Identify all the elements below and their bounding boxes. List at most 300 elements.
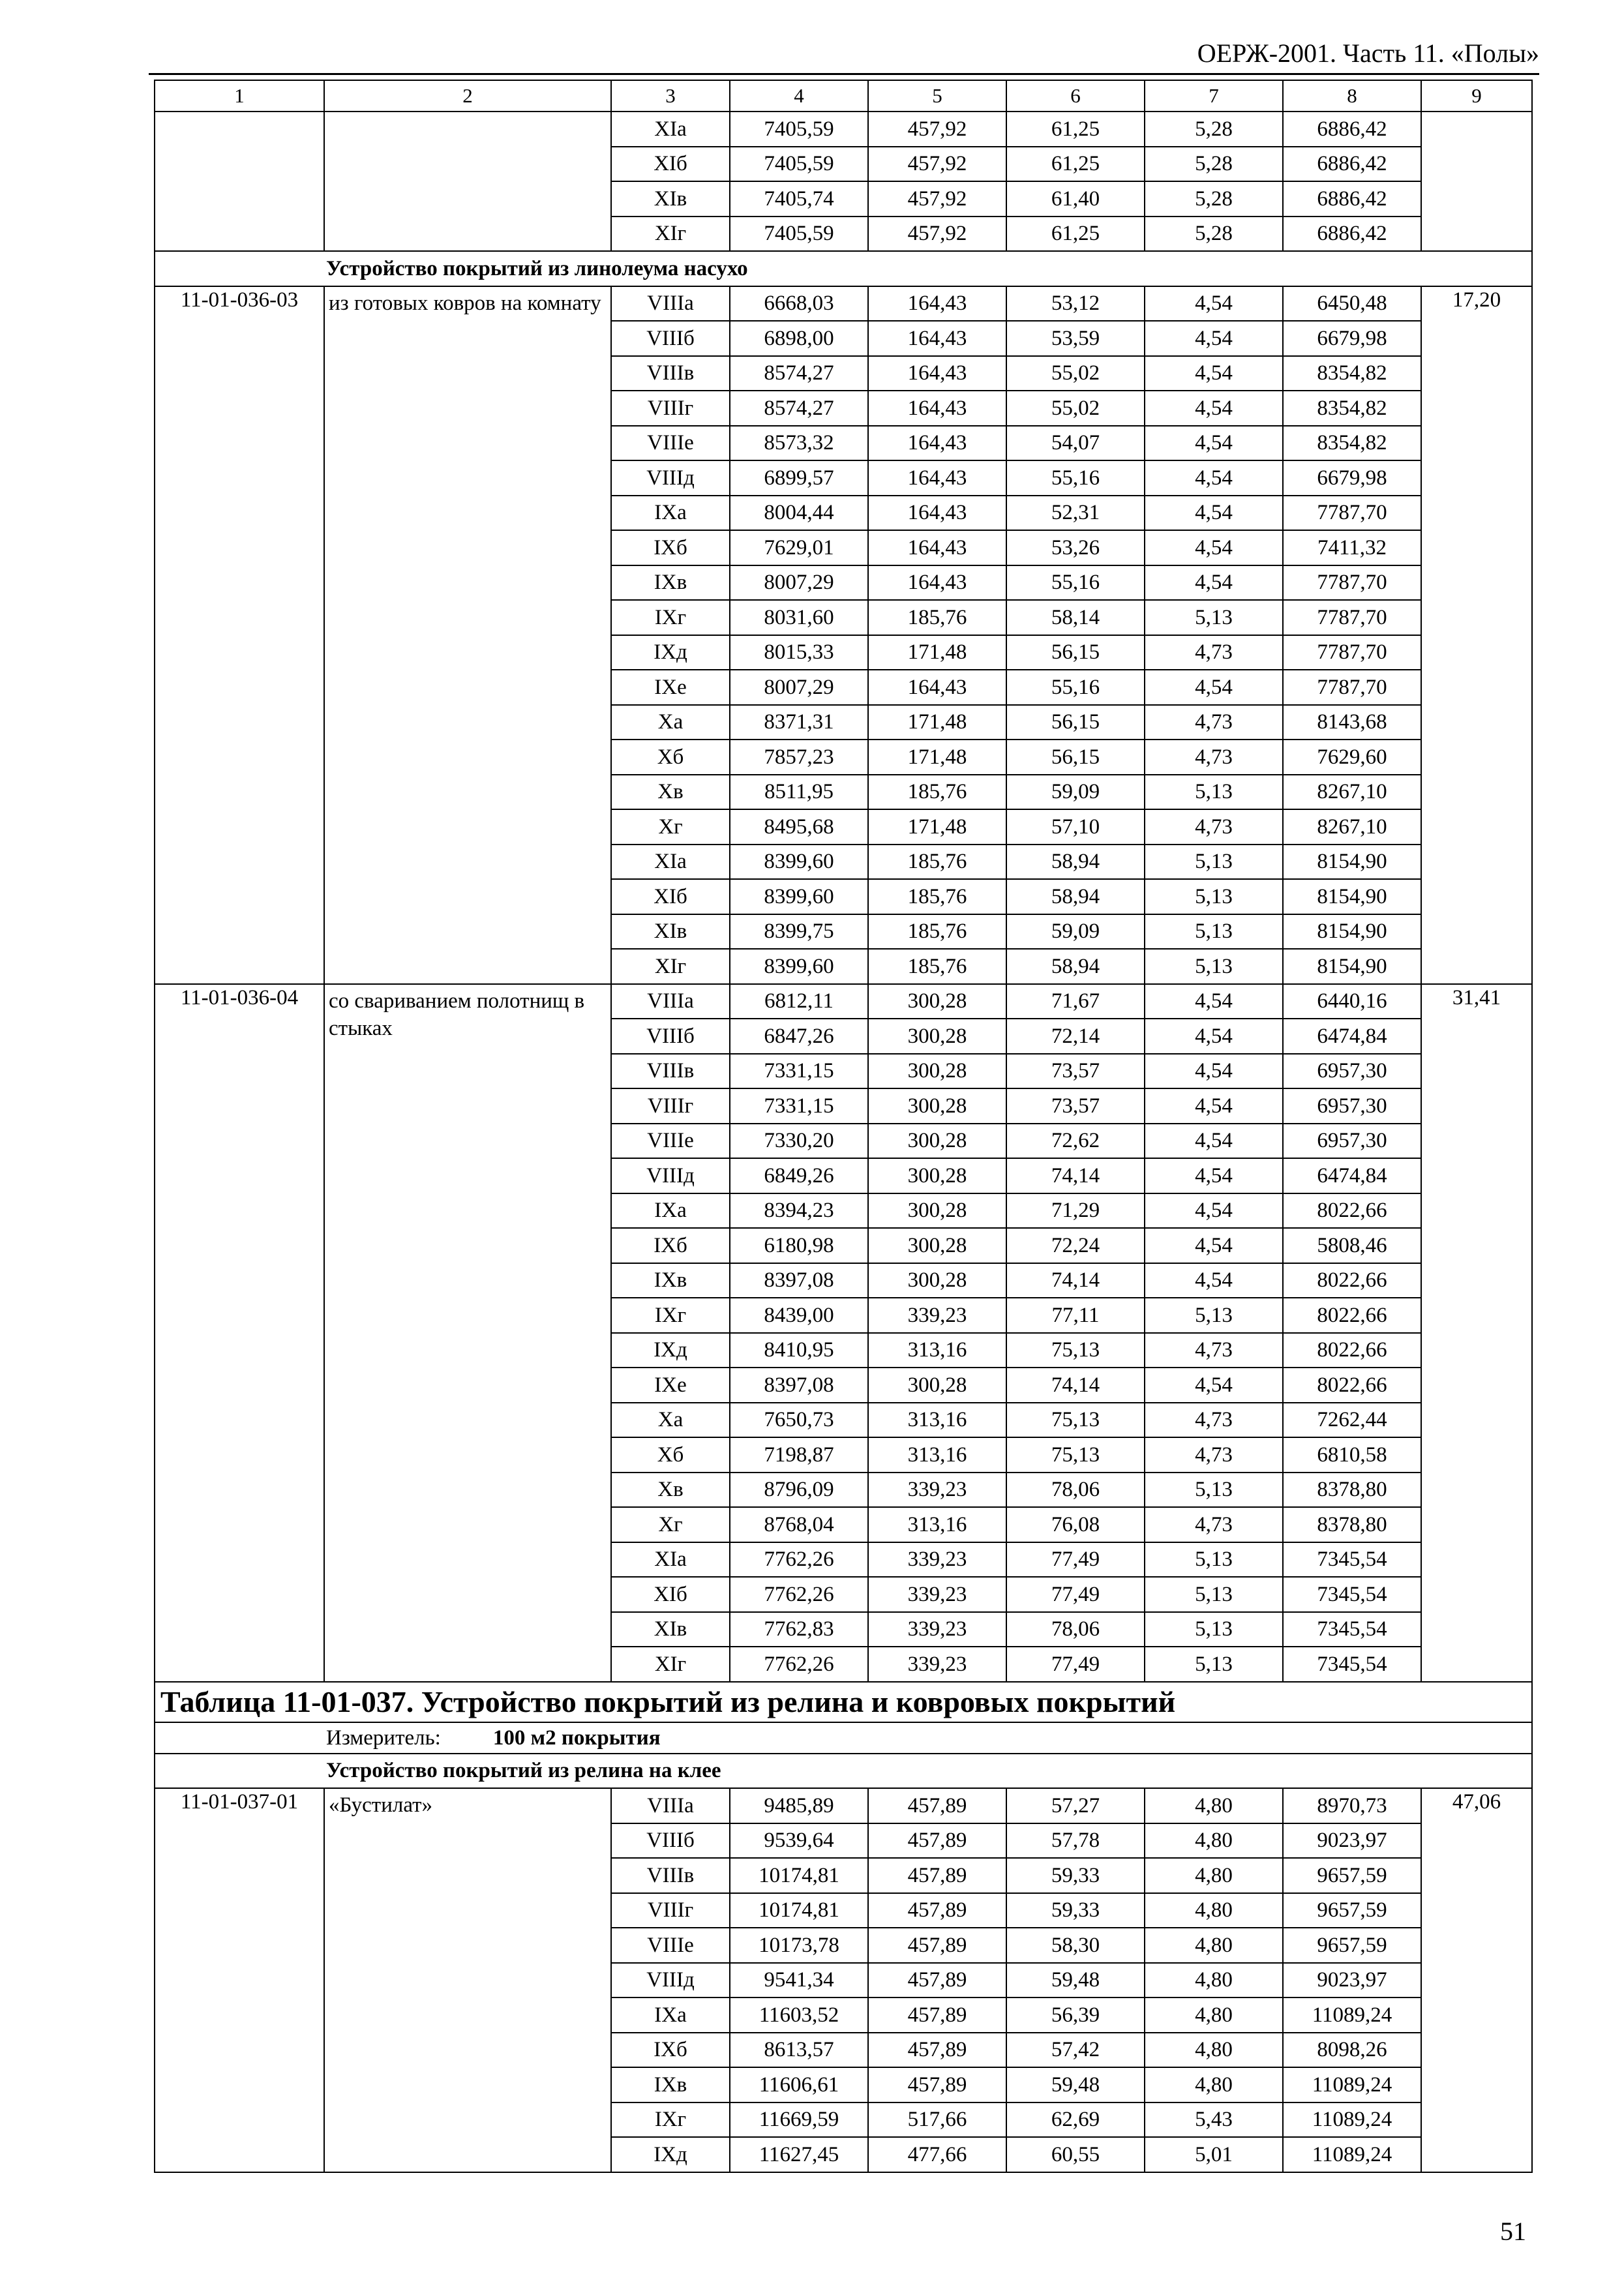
wages: 300,28 [868, 1263, 1006, 1298]
meter-row [155, 1722, 1532, 1754]
materials-cost: 8022,66 [1283, 1368, 1421, 1403]
machine-cost: 59,09 [1006, 775, 1145, 810]
total-cost: 11669,59 [730, 2102, 868, 2138]
zone-code: XIг [611, 1647, 730, 1682]
total-cost: 7405,59 [730, 112, 868, 147]
materials-cost: 7411,32 [1283, 530, 1421, 565]
total-cost: 10174,81 [730, 1858, 868, 1893]
column-number: 7 [1145, 80, 1283, 112]
total-cost: 7405,74 [730, 181, 868, 217]
zone-code: VIIIг [611, 391, 730, 426]
zone-code: Xб [611, 1437, 730, 1473]
total-cost: 6847,26 [730, 1019, 868, 1054]
materials-cost: 6886,42 [1283, 147, 1421, 182]
machinist-wages: 4,54 [1145, 1263, 1283, 1298]
total-cost: 8574,27 [730, 356, 868, 391]
wages: 457,92 [868, 112, 1006, 147]
machinist-wages: 4,54 [1145, 1193, 1283, 1229]
machinist-wages: 4,73 [1145, 705, 1283, 740]
zone-code: Xа [611, 1403, 730, 1438]
zone-code: IXг [611, 1298, 730, 1333]
machine-cost: 75,13 [1006, 1437, 1145, 1473]
total-cost: 8410,95 [730, 1333, 868, 1368]
materials-cost: 6679,98 [1283, 460, 1421, 496]
machinist-wages: 4,54 [1145, 1124, 1283, 1159]
zone-code: VIIIа [611, 1788, 730, 1823]
work-name: со свариванием полотнищ в стыках [324, 984, 611, 1682]
machinist-wages: 4,73 [1145, 740, 1283, 775]
materials-cost: 8154,90 [1283, 949, 1421, 984]
labor-cost: 31,41 [1421, 984, 1532, 1682]
zone-code: Xг [611, 809, 730, 845]
materials-cost: 8354,82 [1283, 356, 1421, 391]
zone-code: Xа [611, 705, 730, 740]
total-cost: 8613,57 [730, 2033, 868, 2068]
machine-cost: 58,30 [1006, 1928, 1145, 1963]
machine-cost: 74,14 [1006, 1158, 1145, 1193]
wages: 300,28 [868, 1158, 1006, 1193]
total-cost: 9485,89 [730, 1788, 868, 1823]
zone-code: XIв [611, 181, 730, 217]
wages: 300,28 [868, 1054, 1006, 1089]
machine-cost: 72,14 [1006, 1019, 1145, 1054]
machinist-wages: 4,54 [1145, 391, 1283, 426]
wages: 339,23 [868, 1647, 1006, 1682]
wages: 457,89 [868, 2033, 1006, 2068]
total-cost: 6899,57 [730, 460, 868, 496]
machine-cost: 62,69 [1006, 2102, 1145, 2138]
zone-code: IXд [611, 1333, 730, 1368]
machine-cost: 59,48 [1006, 2067, 1145, 2102]
materials-cost: 9657,59 [1283, 1858, 1421, 1893]
total-cost: 11603,52 [730, 1997, 868, 2033]
machinist-wages: 5,43 [1145, 2102, 1283, 2138]
page-number: 51 [1500, 2217, 1526, 2246]
materials-cost: 7345,54 [1283, 1612, 1421, 1647]
wages: 164,43 [868, 286, 1006, 322]
machinist-wages: 4,54 [1145, 496, 1283, 531]
machine-cost: 73,57 [1006, 1054, 1145, 1089]
machinist-wages: 4,80 [1145, 1928, 1283, 1963]
wages: 164,43 [868, 565, 1006, 601]
wages: 477,66 [868, 2137, 1006, 2172]
machine-cost: 72,24 [1006, 1228, 1145, 1263]
machinist-wages: 4,54 [1145, 1368, 1283, 1403]
materials-cost: 6957,30 [1283, 1054, 1421, 1089]
total-cost: 8511,95 [730, 775, 868, 810]
section-title: Устройство покрытий из релина на клее [155, 1754, 1532, 1789]
table-title-row [155, 1682, 1532, 1722]
machine-cost: 75,13 [1006, 1403, 1145, 1438]
table-row [155, 286, 1532, 322]
zone-code: XIб [611, 1577, 730, 1612]
table-row [155, 984, 1532, 1019]
machinist-wages: 4,80 [1145, 1963, 1283, 1998]
meter-label: Измеритель: [326, 1726, 441, 1750]
wages: 164,43 [868, 496, 1006, 531]
wages: 171,48 [868, 705, 1006, 740]
running-header: ОЕРЖ-2001. Часть 11. «Полы» [1197, 38, 1539, 68]
machinist-wages: 4,54 [1145, 1054, 1283, 1089]
total-cost: 7762,83 [730, 1612, 868, 1647]
total-cost: 8495,68 [730, 809, 868, 845]
machine-cost: 52,31 [1006, 496, 1145, 531]
machine-cost: 55,02 [1006, 356, 1145, 391]
wages: 300,28 [868, 1124, 1006, 1159]
zone-code: XIа [611, 1542, 730, 1578]
wages: 164,43 [868, 321, 1006, 356]
materials-cost: 8098,26 [1283, 2033, 1421, 2068]
zone-code: VIIIа [611, 984, 730, 1019]
total-cost: 7857,23 [730, 740, 868, 775]
zone-code: VIIIе [611, 1124, 730, 1159]
column-number: 2 [324, 80, 611, 112]
machine-cost: 75,13 [1006, 1333, 1145, 1368]
materials-cost: 6474,84 [1283, 1019, 1421, 1054]
materials-cost: 7345,54 [1283, 1577, 1421, 1612]
total-cost: 8796,09 [730, 1473, 868, 1508]
machine-cost: 73,57 [1006, 1088, 1145, 1124]
zone-code: VIIIд [611, 1158, 730, 1193]
materials-cost: 8354,82 [1283, 391, 1421, 426]
zone-code: IXе [611, 670, 730, 705]
machinist-wages: 4,54 [1145, 670, 1283, 705]
wages: 313,16 [868, 1507, 1006, 1542]
meter-value: 100 м2 покрытия [492, 1726, 661, 1750]
wages: 185,76 [868, 879, 1006, 914]
materials-cost: 8378,80 [1283, 1507, 1421, 1542]
total-cost: 8007,29 [730, 670, 868, 705]
materials-cost: 6450,48 [1283, 286, 1421, 322]
zone-code: VIIIг [611, 1088, 730, 1124]
machinist-wages: 4,73 [1145, 1507, 1283, 1542]
wages: 185,76 [868, 845, 1006, 880]
zone-code: VIIIб [611, 1019, 730, 1054]
total-cost: 7650,73 [730, 1403, 868, 1438]
zone-code: VIIIа [611, 286, 730, 322]
total-cost: 9539,64 [730, 1823, 868, 1859]
machinist-wages: 4,54 [1145, 530, 1283, 565]
zone-code: VIIIе [611, 426, 730, 461]
materials-cost: 6886,42 [1283, 181, 1421, 217]
zone-code: Xв [611, 1473, 730, 1508]
total-cost: 9541,34 [730, 1963, 868, 1998]
machine-cost: 59,48 [1006, 1963, 1145, 1998]
machinist-wages: 4,54 [1145, 1088, 1283, 1124]
machinist-wages: 4,54 [1145, 565, 1283, 601]
zone-code: IXа [611, 496, 730, 531]
total-cost: 8031,60 [730, 600, 868, 635]
total-cost: 10174,81 [730, 1893, 868, 1928]
zone-code: IXб [611, 530, 730, 565]
machinist-wages: 5,13 [1145, 949, 1283, 984]
machine-cost: 61,25 [1006, 147, 1145, 182]
machinist-wages: 5,28 [1145, 181, 1283, 217]
total-cost: 8004,44 [730, 496, 868, 531]
wages: 457,89 [868, 1858, 1006, 1893]
column-number: 5 [868, 80, 1006, 112]
total-cost: 7331,15 [730, 1054, 868, 1089]
zone-code: IXб [611, 1228, 730, 1263]
work-name: «Бустилат» [324, 1788, 611, 2172]
materials-cost: 8143,68 [1283, 705, 1421, 740]
total-cost: 8007,29 [730, 565, 868, 601]
materials-cost: 7787,70 [1283, 670, 1421, 705]
machine-cost: 56,39 [1006, 1997, 1145, 2033]
materials-cost: 8022,66 [1283, 1298, 1421, 1333]
zone-code: XIб [611, 879, 730, 914]
materials-cost: 8970,73 [1283, 1788, 1421, 1823]
machine-cost: 59,33 [1006, 1893, 1145, 1928]
wages: 171,48 [868, 740, 1006, 775]
section-title: Устройство покрытий из линолеума насухо [155, 251, 1532, 286]
zone-code: IXб [611, 2033, 730, 2068]
machine-cost: 61,25 [1006, 217, 1145, 252]
total-cost: 8399,60 [730, 879, 868, 914]
total-cost: 8015,33 [730, 635, 868, 670]
zone-code: VIIIе [611, 1928, 730, 1963]
zone-code: VIIIб [611, 1823, 730, 1859]
machinist-wages: 4,80 [1145, 1788, 1283, 1823]
machine-cost: 55,16 [1006, 460, 1145, 496]
machine-cost: 77,49 [1006, 1577, 1145, 1612]
materials-cost: 9657,59 [1283, 1928, 1421, 1963]
rate-code: 11-01-037-01 [155, 1788, 324, 2172]
rate-code: 11-01-036-03 [155, 286, 324, 984]
wages: 185,76 [868, 949, 1006, 984]
column-number: 9 [1421, 80, 1532, 112]
machine-cost: 53,12 [1006, 286, 1145, 322]
zone-code: XIв [611, 914, 730, 950]
total-cost: 7330,20 [730, 1124, 868, 1159]
machinist-wages: 5,28 [1145, 147, 1283, 182]
materials-cost: 8267,10 [1283, 809, 1421, 845]
total-cost: 11627,45 [730, 2137, 868, 2172]
machinist-wages: 4,54 [1145, 286, 1283, 322]
machinist-wages: 4,54 [1145, 321, 1283, 356]
column-number: 6 [1006, 80, 1145, 112]
wages: 164,43 [868, 356, 1006, 391]
machine-cost: 54,07 [1006, 426, 1145, 461]
machine-cost: 60,55 [1006, 2137, 1145, 2172]
machine-cost: 78,06 [1006, 1473, 1145, 1508]
meter-cell [155, 1722, 1532, 1754]
machine-cost: 57,27 [1006, 1788, 1145, 1823]
rate-code: 11-01-036-04 [155, 984, 324, 1682]
zone-code: XIв [611, 1612, 730, 1647]
wages: 457,89 [868, 1963, 1006, 1998]
wages: 313,16 [868, 1437, 1006, 1473]
zone-code: VIIIв [611, 1858, 730, 1893]
machinist-wages: 4,80 [1145, 1997, 1283, 2033]
materials-cost: 7787,70 [1283, 600, 1421, 635]
column-number: 4 [730, 80, 868, 112]
zone-code: IXв [611, 1263, 730, 1298]
zone-code: VIIIб [611, 321, 730, 356]
wages: 185,76 [868, 600, 1006, 635]
wages: 300,28 [868, 1193, 1006, 1229]
machinist-wages: 5,13 [1145, 1473, 1283, 1508]
wages: 164,43 [868, 426, 1006, 461]
zone-code: VIIIв [611, 356, 730, 391]
machine-cost: 58,14 [1006, 600, 1145, 635]
machinist-wages: 5,01 [1145, 2137, 1283, 2172]
materials-cost: 5808,46 [1283, 1228, 1421, 1263]
wages: 313,16 [868, 1403, 1006, 1438]
materials-cost: 6886,42 [1283, 217, 1421, 252]
total-cost: 10173,78 [730, 1928, 868, 1963]
wages: 339,23 [868, 1577, 1006, 1612]
total-cost: 8439,00 [730, 1298, 868, 1333]
total-cost: 6898,00 [730, 321, 868, 356]
machine-cost: 58,94 [1006, 879, 1145, 914]
wages: 171,48 [868, 635, 1006, 670]
labor-cost: 17,20 [1421, 286, 1532, 984]
total-cost: 6812,11 [730, 984, 868, 1019]
labor-cost: 47,06 [1421, 1788, 1532, 2172]
table-body [155, 80, 1532, 2172]
zone-code: VIIIд [611, 1963, 730, 1998]
materials-cost: 7787,70 [1283, 635, 1421, 670]
machine-cost: 56,15 [1006, 635, 1145, 670]
zone-code: IXе [611, 1368, 730, 1403]
wages: 164,43 [868, 670, 1006, 705]
labor-cost [1421, 112, 1532, 251]
zone-code: IXа [611, 1997, 730, 2033]
wages: 164,43 [868, 391, 1006, 426]
materials-cost: 8022,66 [1283, 1193, 1421, 1229]
wages: 457,89 [868, 1997, 1006, 2033]
machinist-wages: 4,80 [1145, 1893, 1283, 1928]
total-cost: 7405,59 [730, 217, 868, 252]
machinist-wages: 5,28 [1145, 112, 1283, 147]
zone-code: XIа [611, 845, 730, 880]
machinist-wages: 4,80 [1145, 2067, 1283, 2102]
column-number: 1 [155, 80, 324, 112]
materials-cost: 11089,24 [1283, 2102, 1421, 2138]
zone-code: Xб [611, 740, 730, 775]
machinist-wages: 4,54 [1145, 1158, 1283, 1193]
wages: 457,89 [868, 1893, 1006, 1928]
wages: 457,92 [868, 181, 1006, 217]
machine-cost: 56,15 [1006, 705, 1145, 740]
machinist-wages: 5,13 [1145, 775, 1283, 810]
machinist-wages: 4,80 [1145, 1823, 1283, 1859]
total-cost: 8399,60 [730, 949, 868, 984]
machine-cost: 61,25 [1006, 112, 1145, 147]
zone-code: VIIIг [611, 1893, 730, 1928]
machine-cost: 77,11 [1006, 1298, 1145, 1333]
machine-cost: 59,33 [1006, 1858, 1145, 1893]
machine-cost: 53,26 [1006, 530, 1145, 565]
materials-cost: 8154,90 [1283, 845, 1421, 880]
materials-cost: 6810,58 [1283, 1437, 1421, 1473]
zone-code: VIIIд [611, 460, 730, 496]
wages: 300,28 [868, 1088, 1006, 1124]
materials-cost: 7345,54 [1283, 1542, 1421, 1578]
machinist-wages: 4,73 [1145, 635, 1283, 670]
total-cost: 7762,26 [730, 1577, 868, 1612]
total-cost: 8399,60 [730, 845, 868, 880]
zone-code: XIа [611, 112, 730, 147]
materials-cost: 7787,70 [1283, 496, 1421, 531]
table-row [155, 1788, 1532, 1823]
total-cost: 8768,04 [730, 1507, 868, 1542]
column-number-row [155, 80, 1532, 112]
materials-cost: 6957,30 [1283, 1124, 1421, 1159]
machine-cost: 58,94 [1006, 949, 1145, 984]
materials-cost: 8154,90 [1283, 879, 1421, 914]
machine-cost: 71,29 [1006, 1193, 1145, 1229]
wages: 457,92 [868, 147, 1006, 182]
zone-code: Xв [611, 775, 730, 810]
wages: 339,23 [868, 1612, 1006, 1647]
machine-cost: 61,40 [1006, 181, 1145, 217]
total-cost: 8394,23 [730, 1193, 868, 1229]
wages: 185,76 [868, 914, 1006, 950]
materials-cost: 8154,90 [1283, 914, 1421, 950]
materials-cost: 9023,97 [1283, 1963, 1421, 1998]
total-cost: 8371,31 [730, 705, 868, 740]
machine-cost: 57,78 [1006, 1823, 1145, 1859]
machinist-wages: 4,80 [1145, 2033, 1283, 2068]
machine-cost: 77,49 [1006, 1647, 1145, 1682]
column-number: 3 [611, 80, 730, 112]
table-row [155, 112, 1532, 147]
materials-cost: 6679,98 [1283, 321, 1421, 356]
total-cost: 8397,08 [730, 1368, 868, 1403]
zone-code: VIIIв [611, 1054, 730, 1089]
total-cost: 7198,87 [730, 1437, 868, 1473]
price-table [154, 80, 1533, 2173]
work-name: из готовых ковров на комнату [324, 286, 611, 984]
total-cost: 8573,32 [730, 426, 868, 461]
wages: 517,66 [868, 2102, 1006, 2138]
machinist-wages: 4,80 [1145, 1858, 1283, 1893]
zone-code: IXд [611, 2137, 730, 2172]
wages: 457,89 [868, 1928, 1006, 1963]
wages: 300,28 [868, 1019, 1006, 1054]
table-title: Таблица 11-01-037. Устройство покрытий из релина и ковровых покрытий [155, 1682, 1532, 1722]
total-cost: 7629,01 [730, 530, 868, 565]
machinist-wages: 5,13 [1145, 1612, 1283, 1647]
zone-code: XIб [611, 147, 730, 182]
materials-cost: 6886,42 [1283, 112, 1421, 147]
machine-cost: 74,14 [1006, 1368, 1145, 1403]
machinist-wages: 5,13 [1145, 1298, 1283, 1333]
zone-code: XIг [611, 217, 730, 252]
machinist-wages: 5,13 [1145, 879, 1283, 914]
total-cost: 8399,75 [730, 914, 868, 950]
machinist-wages: 4,54 [1145, 460, 1283, 496]
machine-cost: 77,49 [1006, 1542, 1145, 1578]
machinist-wages: 4,54 [1145, 426, 1283, 461]
machinist-wages: 4,54 [1145, 1228, 1283, 1263]
machinist-wages: 4,54 [1145, 356, 1283, 391]
wages: 457,89 [868, 2067, 1006, 2102]
zone-code: IXа [611, 1193, 730, 1229]
machine-cost: 57,10 [1006, 809, 1145, 845]
machinist-wages: 4,54 [1145, 984, 1283, 1019]
section-row [155, 1754, 1532, 1789]
total-cost: 6668,03 [730, 286, 868, 322]
machine-cost: 78,06 [1006, 1612, 1145, 1647]
zone-code: Xг [611, 1507, 730, 1542]
machinist-wages: 5,13 [1145, 1542, 1283, 1578]
wages: 300,28 [868, 1228, 1006, 1263]
materials-cost: 11089,24 [1283, 2137, 1421, 2172]
wages: 164,43 [868, 530, 1006, 565]
